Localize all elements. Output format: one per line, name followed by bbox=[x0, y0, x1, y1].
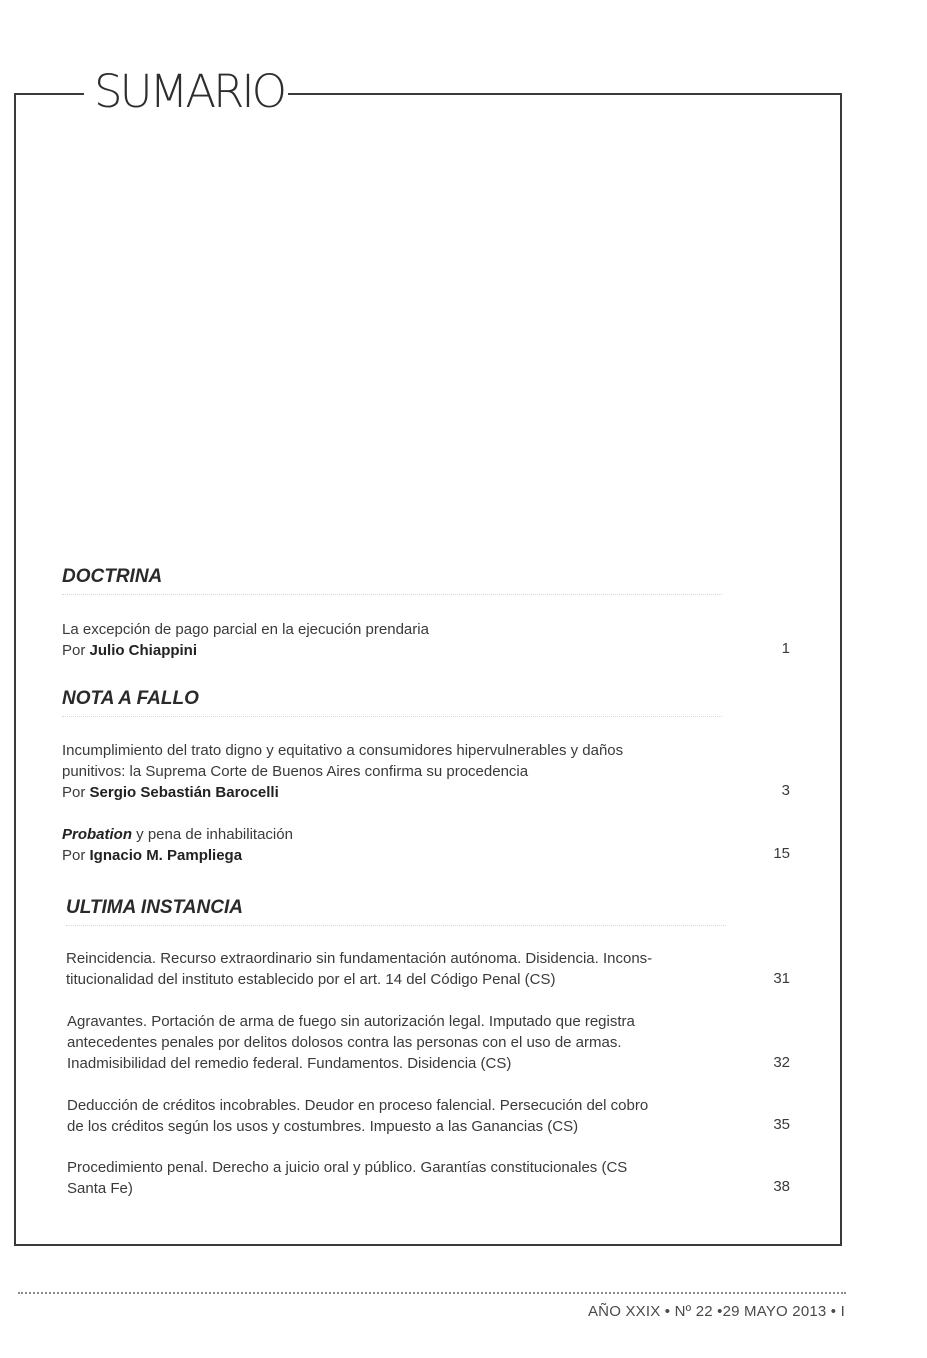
section-heading-nota-a-fallo: NOTA A FALLO bbox=[62, 688, 199, 709]
page-number: 31 bbox=[773, 970, 790, 987]
entry-title-line: Santa Fe) bbox=[67, 1180, 133, 1197]
entry-title-line: titucionalidad del instituto establecido por el art. 14 del Código Penal (CS) bbox=[66, 971, 556, 988]
entry-title-line: Incumplimiento del trato digno y equitativo a consumidores hipervulnerables y daños bbox=[62, 742, 624, 759]
entry-title-line: Inadmisibilidad del remedio federal. Fundamentos. Disidencia (CS) bbox=[67, 1055, 512, 1072]
section-rule bbox=[66, 925, 726, 926]
entry-title-line: Deducción de créditos incobrables. Deudor en proceso falencial. Persecución del cobro bbox=[67, 1097, 649, 1114]
toc-entry[interactable] bbox=[67, 1157, 735, 1199]
entry-title-line: Procedimiento penal. Derecho a juicio oral y público. Garantías constitucionales (CS bbox=[67, 1159, 628, 1176]
entry-title-line: Reincidencia. Recurso extraordinario sin fundamentación autónoma. Disidencia. Incons- bbox=[66, 950, 653, 967]
toc-entry[interactable] bbox=[62, 619, 730, 661]
author-prefix: Por bbox=[62, 847, 86, 864]
entry-lead-term: Probation bbox=[62, 826, 132, 843]
footer-rule bbox=[18, 1292, 846, 1294]
frame-top-left-rule bbox=[14, 93, 84, 95]
author-name: Sergio Sebastián Barocelli bbox=[89, 784, 279, 801]
entry-title-line: antecedentes penales por delitos dolosos contra las personas con el uso de armas. bbox=[67, 1034, 622, 1051]
page-title: SUMARIO bbox=[94, 65, 285, 118]
page-number: 3 bbox=[781, 782, 790, 799]
section-heading-ultima-instancia: ULTIMA INSTANCIA bbox=[66, 897, 243, 918]
frame-top-right-rule bbox=[288, 93, 842, 95]
toc-entry[interactable] bbox=[62, 824, 730, 866]
author-prefix: Por bbox=[62, 642, 86, 659]
entry-title-line: Agravantes. Portación de arma de fuego sin autorización legal. Imputado que registra bbox=[67, 1013, 635, 1030]
section-rule bbox=[62, 594, 722, 595]
author-name: Ignacio M. Pampliega bbox=[89, 847, 243, 864]
entry-title: y pena de inhabilitación bbox=[132, 826, 293, 843]
page-number: 38 bbox=[773, 1178, 790, 1195]
entry-title: La excepción de pago parcial en la ejecución prendaria bbox=[62, 621, 429, 638]
author-prefix: Por bbox=[62, 784, 86, 801]
toc-entry[interactable] bbox=[67, 1011, 735, 1074]
entry-title-line: de los créditos según los usos y costumbres. Impuesto a las Ganancias (CS) bbox=[67, 1118, 579, 1135]
page-number: 35 bbox=[773, 1116, 790, 1133]
section-heading-doctrina: DOCTRINA bbox=[62, 566, 163, 587]
entry-title-line: punitivos: la Suprema Corte de Buenos Aires confirma su procedencia bbox=[62, 763, 529, 780]
footer-issue-info: AÑO XXIX • Nº 22 •29 MAYO 2013 • I bbox=[587, 1303, 845, 1320]
page-number: 1 bbox=[781, 640, 790, 657]
section-rule bbox=[62, 716, 722, 717]
author-name: Julio Chiappini bbox=[89, 642, 198, 659]
page-number: 32 bbox=[773, 1054, 790, 1071]
page-number: 15 bbox=[773, 845, 790, 862]
toc-entry[interactable] bbox=[62, 740, 730, 803]
toc-entry[interactable] bbox=[67, 1095, 735, 1137]
toc-entry[interactable] bbox=[66, 948, 734, 990]
